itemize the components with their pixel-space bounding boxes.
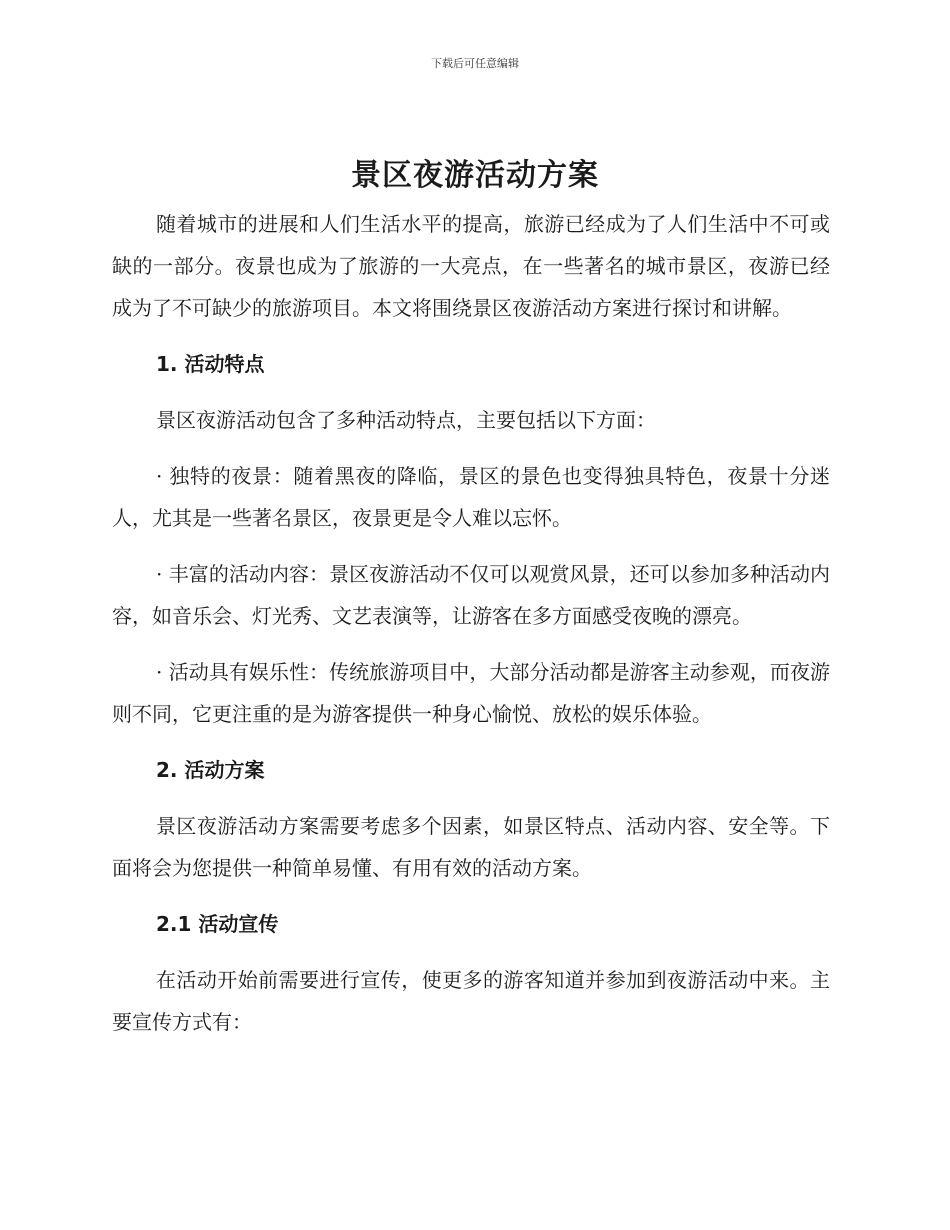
page-header-note: 下载后可任意编辑 (431, 57, 519, 70)
section-1-heading: 1. 活动特点 (156, 352, 265, 376)
section-2-1-paragraph: 在活动开始前需要进行宣传，使更多的游客知道并参加到夜游活动中来。主要宣传方式有： (112, 968, 830, 1034)
section-2-heading: 2. 活动方案 (156, 758, 265, 782)
section-1-lead: 景区夜游活动包含了多种活动特点，主要包括以下方面： (156, 408, 656, 432)
bullet-rich-activities: · 丰富的活动内容：景区夜游活动不仅可以观赏风景，还可以参加多种活动内容，如音乐会、灯光秀、文艺表演等，让游客在多方面感受夜晚的漂亮。 (112, 562, 830, 628)
intro-paragraph: 随着城市的进展和人们生活水平的提高，旅游已经成为了人们生活中不可或缺的一部分。夜景也成为了旅游的一大亮点，在一些著名的城市景区，夜游已经成为了不可缺少的旅游项目。本文将围绕景区夜游活动方案进行探讨和讲解。 (112, 212, 830, 320)
document-body (112, 203, 830, 1057)
bullet-entertainment: · 活动具有娱乐性：传统旅游项目中，大部分活动都是游客主动参观，而夜游则不同，它更注重的是为游客提供一种身心愉悦、放松的娱乐体验。 (112, 660, 830, 726)
bullet-unique-night-view: · 独特的夜景：随着黑夜的降临，景区的景色也变得独具特色，夜景十分迷人，尤其是一些著名景区，夜景更是令人难以忘怀。 (112, 464, 830, 530)
section-2-1-heading: 2.1 活动宣传 (156, 912, 279, 936)
section-2-paragraph: 景区夜游活动方案需要考虑多个因素，如景区特点、活动内容、安全等。下面将会为您提供一种简单易懂、有用有效的活动方案。 (112, 814, 830, 880)
document-title: 景区夜游活动方案 (351, 158, 599, 193)
